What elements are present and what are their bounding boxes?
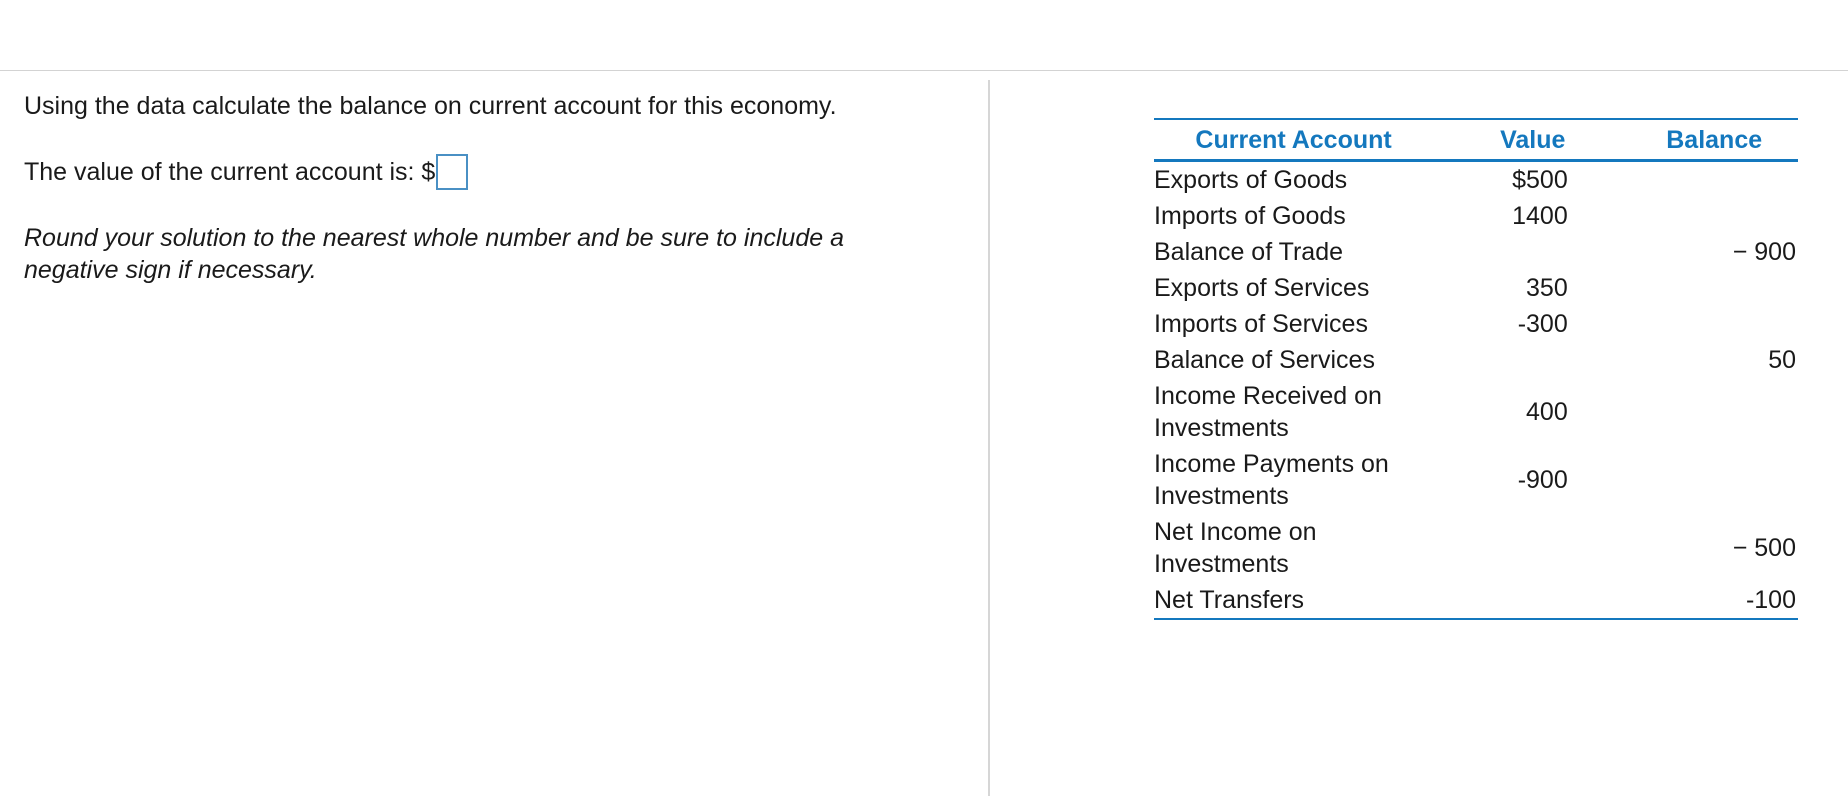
answer-instructions: Round your solution to the nearest whole number and be sure to include a negative sign if necessary.	[24, 224, 844, 284]
row-label: Net Income on Investments	[1154, 518, 1317, 578]
table-header-row	[1154, 119, 1798, 161]
row-value	[1433, 198, 1632, 234]
table-row	[1154, 198, 1798, 234]
answer-line	[24, 154, 924, 190]
row-label: Balance of Trade	[1154, 238, 1344, 266]
row-value-text: 350	[1526, 274, 1568, 302]
answer-input[interactable]	[436, 154, 468, 190]
question-prompt: Using the data calculate the balance on current account for this economy.	[24, 92, 837, 120]
row-value-text: 400	[1526, 398, 1568, 426]
row-value	[1433, 234, 1632, 270]
row-value-text: -900	[1517, 466, 1568, 494]
row-label: Income Payments on Investments	[1154, 450, 1389, 510]
table-row	[1154, 446, 1798, 514]
top-divider	[0, 70, 1848, 71]
row-value	[1433, 342, 1632, 378]
question-pane	[24, 90, 924, 286]
row-balance: 50	[1768, 346, 1796, 374]
row-balance: -100	[1745, 586, 1796, 614]
row-label: Imports of Goods	[1154, 202, 1346, 230]
row-balance	[1632, 161, 1798, 199]
row-balance	[1632, 446, 1798, 514]
table-row	[1154, 234, 1798, 270]
row-balance	[1632, 378, 1798, 446]
row-value	[1433, 582, 1632, 619]
row-balance	[1632, 306, 1798, 342]
row-value	[1433, 270, 1632, 306]
table-row	[1154, 161, 1798, 199]
row-label: Exports of Services	[1154, 274, 1370, 302]
table-row	[1154, 514, 1798, 582]
row-value-text: -300	[1517, 310, 1568, 338]
table-row	[1154, 378, 1798, 446]
table-row	[1154, 306, 1798, 342]
row-balance	[1632, 198, 1798, 234]
row-value	[1433, 306, 1632, 342]
row-value-text: 1400	[1512, 202, 1568, 230]
answer-label: The value of the current account is: $	[24, 158, 436, 186]
row-label: Exports of Goods	[1154, 166, 1348, 194]
table-row	[1154, 270, 1798, 306]
row-balance: − 500	[1732, 534, 1796, 562]
current-account-table-container	[1154, 118, 1798, 620]
column-header-balance: Balance	[1632, 119, 1798, 161]
table-row	[1154, 582, 1798, 619]
row-label: Balance of Services	[1154, 346, 1375, 374]
row-value-text: $500	[1512, 166, 1568, 194]
row-value	[1433, 514, 1632, 582]
row-balance: − 900	[1732, 238, 1796, 266]
column-header-value: Value	[1433, 119, 1632, 161]
column-header-current-account: Current Account	[1154, 119, 1433, 161]
row-balance	[1632, 270, 1798, 306]
row-label: Net Transfers	[1154, 586, 1305, 614]
row-value	[1433, 446, 1632, 514]
table-row	[1154, 342, 1798, 378]
row-label: Imports of Services	[1154, 310, 1368, 338]
current-account-table	[1154, 118, 1798, 620]
row-value	[1433, 161, 1632, 199]
pane-divider	[988, 80, 990, 796]
row-label: Income Received on Investments	[1154, 382, 1382, 442]
row-value	[1433, 378, 1632, 446]
